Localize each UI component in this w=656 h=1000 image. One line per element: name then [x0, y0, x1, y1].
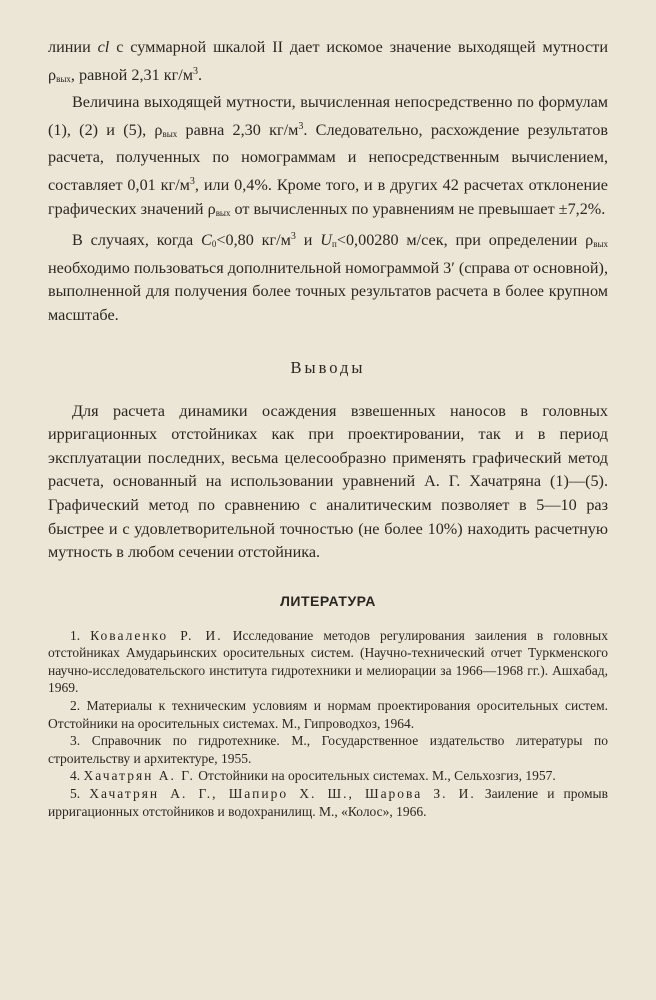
reference-author: Хачатрян А. Г., Шапиро Х. Ш., Шарова З. И. [89, 786, 476, 802]
superscript: 3 [192, 65, 198, 77]
reference-text: Материалы к техническим условиям и нормам проектирования оросительных систем. Отстойники на оросительных системах. М., Гипроводхоз, 1964. [48, 698, 608, 731]
reference-item [48, 732, 608, 767]
subscript: вых [215, 207, 231, 218]
subscript: 0 [211, 239, 217, 250]
text-run: , равной 2,31 кг/м [70, 65, 193, 84]
reference-text: Исследование методов регулирования заиления в головных отстойниках Амударьинских оросительных систем. (Научно-технический отчет Туркменского научно-исследовательского института гидротехники и мелиорации за 1966—1968 гг.). Ашхабад, 1969. [48, 627, 608, 696]
reference-item [48, 627, 608, 697]
superscript: 3 [290, 231, 296, 243]
reference-text: Заиление и промыв ирригационных отстойников и водохранилищ. М., «Колос», 1966. [48, 786, 608, 819]
text-run: Величина выходящей мутности, вычисленная непосредственно по формулам (1), (2) и (5), ρ [48, 93, 608, 139]
text-run: . Следовательно, расхождение результатов расчета, полученных по номограммам и непосредственным вычислением, составляет 0,01 кг/м [48, 120, 608, 194]
conclusions-heading: Выводы [290, 357, 366, 377]
symbol-u: U [320, 231, 332, 250]
symbol-c: C [201, 231, 212, 250]
references-list [48, 627, 608, 821]
paragraph-1 [48, 36, 608, 91]
text-run: необходимо пользоваться дополнительной номограммой 3′ (справа от основной), выполненной для получения более точных результатов расчета в более крупном масштабе. [48, 258, 608, 324]
references-heading: ЛИТЕРАТУРА [280, 592, 376, 609]
subscript: п [332, 239, 337, 250]
reference-number: 5. [70, 786, 81, 802]
conclusions-paragraph: Для расчета динамики осаждения взвешенных наносов в головных ирригационных отстойниках как при проектировании, так и в период эксплуатации последних, весьма целесообразно применять графический метод расчета, основанный на использовании уравнений А. Г. Хачатряна (1)—(5). Графический метод по сравнению с аналитическим позволяет в 5—10 раз быстрее и с удовлетворительной точностью (не более 10%) находить расчетную мутность в любом сечении отстойника. [48, 401, 608, 562]
superscript: 3 [189, 175, 195, 187]
reference-item [48, 697, 608, 732]
superscript: 3 [298, 120, 304, 132]
paragraph-3 [48, 225, 608, 327]
conclusions-body [48, 400, 608, 565]
reference-text: Отстойники на оросительных системах. М., Сельхозгиз, 1957. [194, 768, 556, 784]
text-run: линии [48, 38, 98, 56]
reference-number: 1. [70, 627, 81, 643]
reference-author: Хачатрян А. Г. [83, 768, 195, 784]
text-run: В случаях, когда [72, 231, 202, 250]
line-label: cl [97, 38, 110, 56]
text-run: <0,80 кг/м [216, 231, 291, 250]
reference-item [48, 785, 608, 820]
text-run: <0,00280 м/сек, при определении ρ [336, 231, 594, 250]
text-run: равна 2,30 кг/м [177, 120, 299, 139]
subscript: вых [593, 239, 608, 250]
body-text [48, 36, 608, 328]
text-run: , или 0,4%. Кроме того, и в других 42 расчетах отклонение графических значений ρ [48, 175, 608, 218]
paragraph-2 [48, 91, 608, 225]
subscript: вых [56, 73, 71, 84]
reference-item [48, 767, 608, 785]
reference-number: 4. [70, 768, 81, 784]
reference-text: Справочник по гидротехнике. М., Государственное издательство литературы по строительству и архитектуре, 1955. [48, 733, 608, 766]
reference-number: 2. [70, 698, 81, 714]
text-run: . [197, 65, 203, 84]
text-run: и [295, 231, 321, 250]
reference-author: Коваленко Р. И. [90, 627, 223, 643]
text-run: с суммарной шкалой II дает искомое значение выходящей мутности ρ [48, 38, 608, 84]
text-run: от вычисленных по уравнениям не превышает ±7,2%. [230, 199, 606, 218]
subscript: вых [162, 128, 178, 139]
reference-number: 3. [70, 733, 81, 749]
